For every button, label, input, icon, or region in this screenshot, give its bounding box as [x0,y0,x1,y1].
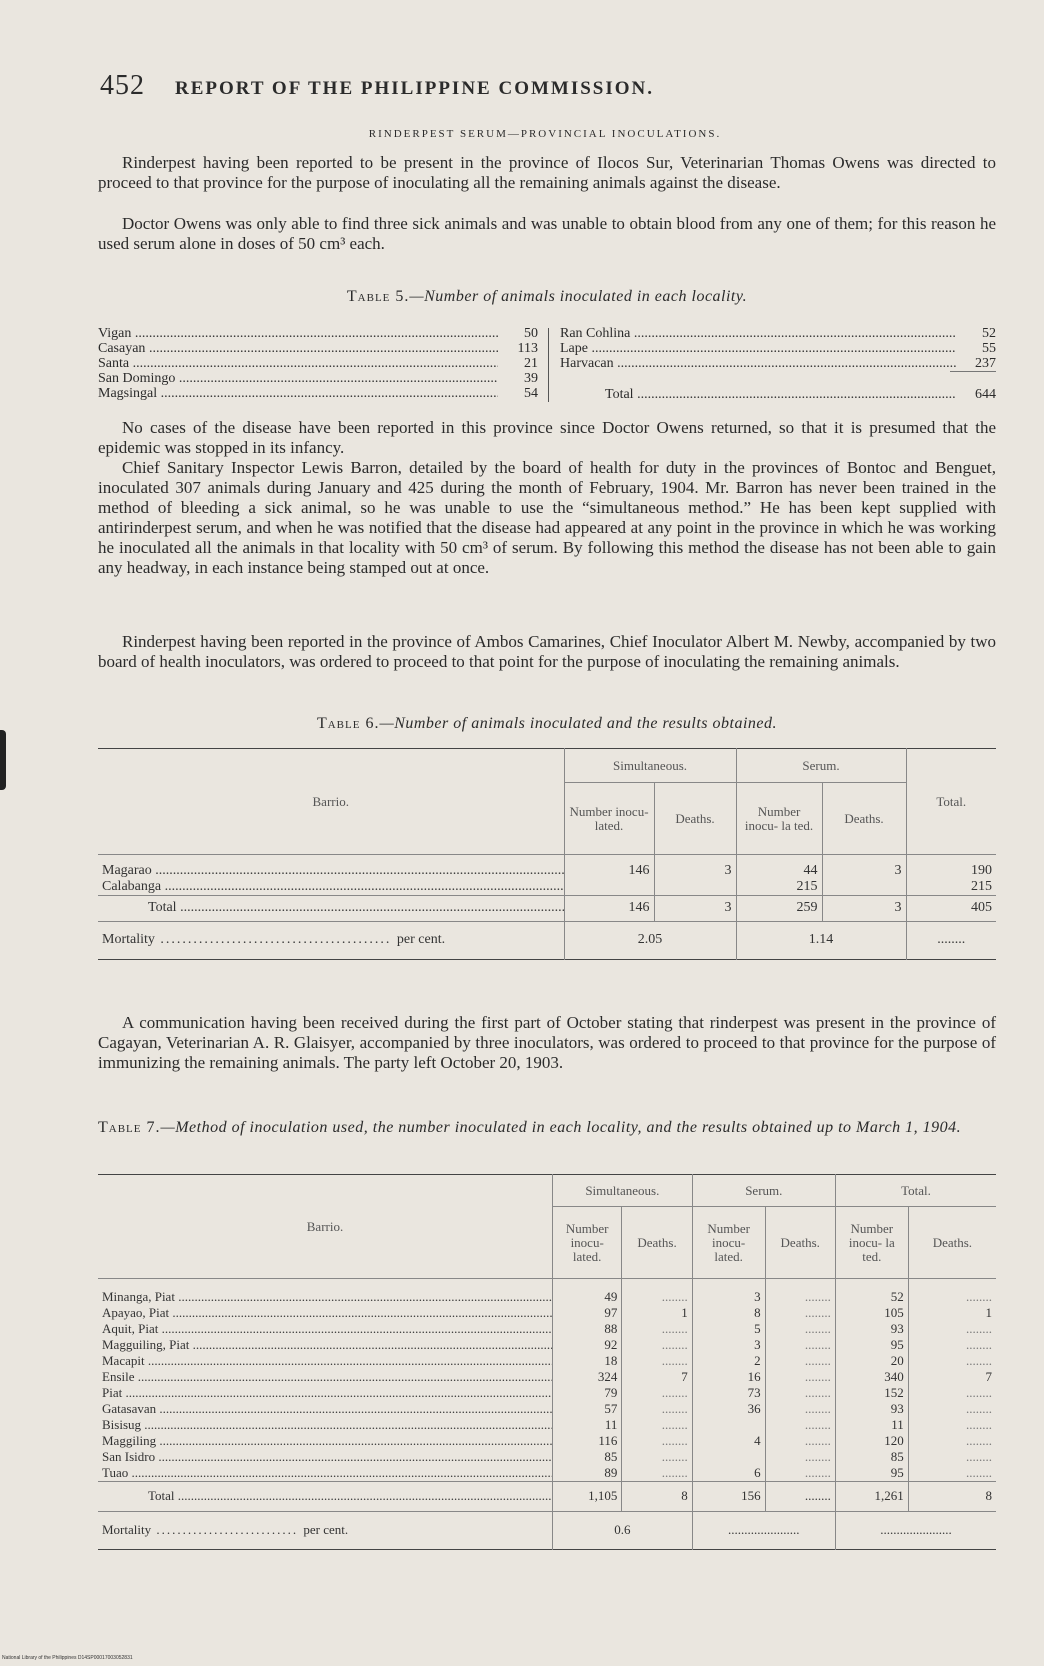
cell-empty: ........ [908,1433,996,1449]
table5-caption-text: —Number of animals inoculated in each locality. [409,288,748,305]
cell-empty: ........ [765,1353,835,1369]
cell: 11 [835,1417,908,1433]
table-row [98,1465,996,1482]
row-value: 52 [982,326,996,341]
col-header-barrio: Barrio. [306,1218,344,1234]
table-row [98,371,538,386]
col-header-number: Number inocu- lated. [553,1207,622,1279]
cell: 16 [692,1369,765,1385]
row-name: Piat ..... [102,1385,553,1400]
cell-empty: ........ [765,1369,835,1385]
mortality-label-cell: Mortality .......................................... per cent. [102,932,446,947]
row-name: Magarao ..... [102,863,564,878]
cell: 7 [622,1369,692,1385]
cell-empty: ........ [906,921,996,959]
running-title: REPORT OF THE PHILIPPINE COMMISSION. [175,78,655,99]
mortality-unit: per cent. [303,1522,349,1537]
cell: 85 [553,1449,622,1465]
table-row [98,1417,996,1433]
cell-empty: ........ [622,1433,692,1449]
col-header-number: Number inocu- lated. [692,1207,765,1279]
total-label: Total ..... [560,387,956,402]
row-value: 55 [982,341,996,356]
table7-mortality-row [98,1511,996,1549]
table7-total-row [98,1481,996,1511]
paragraph-6: A communication having been received during the first part of October stating that rinderpest was present in the province of Cagayan, Veterinarian A. R. Glaisyer, accompanied by three inoculators, was ordered to proceed to that province for the purpose of immunizing the remaining animals. The party left October 20, 1903. [98,1013,996,1072]
cell: 405 [906,895,996,921]
row-name: Vigan ..... [98,326,498,341]
paragraph-1: Rinderpest having been reported to be present in the province of Ilocos Sur, Veterinarian Thomas Owens was directed to proceed to that province for the purpose of inoculating all the remaining animals against the disease. [98,153,996,192]
cell-empty: ........ [908,1321,996,1337]
cell [692,1417,765,1433]
cell-empty: ........ [908,1449,996,1465]
table-row [560,356,996,371]
cell-empty: ........ [765,1305,835,1321]
scan-footer: National Library of the Philippines D14SP00017003052831 [2,1655,133,1661]
cell: 8 [908,1481,996,1511]
cell [692,1449,765,1465]
mortality-unit: per cent. [396,932,446,947]
paragraph-5: Rinderpest having been reported in the province of Ambos Camarines, Chief Inoculator Albert M. Newby, accompanied by two board of health inoculators, was ordered to proceed to that point for the purpose of inoculating the remaining animals. [98,632,996,671]
row-name: Calabanga ..... [102,879,564,894]
table-row [98,326,538,341]
cell-empty: ........ [765,1465,835,1482]
cell: 52 [835,1279,908,1305]
row-name: Bisisug ..... [102,1417,553,1432]
cell: 156 [692,1481,765,1511]
cell: 93 [835,1401,908,1417]
table6-total-row [98,895,996,921]
cell: 340 [835,1369,908,1385]
table-row [98,1369,996,1385]
row-name: Lape ..... [560,341,956,356]
table5-sum-rule [950,371,996,387]
row-name: Aquit, Piat ..... [102,1321,553,1336]
table-row [98,1279,996,1305]
mortality-label: Mortality [102,1522,152,1537]
col-header-deaths: Deaths. [822,783,906,855]
row-value: 54 [524,386,538,401]
cell: 4 [692,1433,765,1449]
cell-empty: ........ [908,1279,996,1305]
col-header-total: Total. [835,1175,996,1207]
col-header-barrio: Barrio. [312,793,349,809]
binding-mark [0,730,6,790]
row-name: Magguiling, Piat ..... [102,1337,553,1352]
cell: 1 [622,1305,692,1321]
cell-empty: ...................... [692,1511,835,1549]
cell: 190 [906,855,996,879]
cell-empty: ........ [908,1401,996,1417]
cell: 49 [553,1279,622,1305]
table-row [98,1385,996,1401]
row-value: 237 [975,356,996,371]
total-label: Total ..... [148,900,564,915]
row-name: Santa ..... [98,356,498,371]
col-header-deaths: Deaths. [654,783,736,855]
col-header-serum: Serum. [692,1175,835,1207]
cell: 89 [553,1465,622,1482]
table5-label: Table 5. [346,288,410,305]
cell-empty: ........ [908,1465,996,1482]
cell: 116 [553,1433,622,1449]
table-row [98,879,996,896]
cell: 8 [622,1481,692,1511]
row-name: Macapit ..... [102,1353,553,1368]
table6-header-row-1 [98,749,996,783]
mortality-label: Mortality [102,932,155,947]
cell: 3 [692,1337,765,1353]
section-heading: RINDERPEST SERUM—PROVINCIAL INOCULATIONS. [368,128,722,140]
col-header-total: Total. [906,749,996,855]
row-value: 21 [524,356,538,371]
cell-empty: ........ [765,1279,835,1305]
cell-empty: ........ [765,1385,835,1401]
table-row [98,1321,996,1337]
table-row [98,356,538,371]
table-row [560,326,996,341]
page-header [100,70,960,102]
table5-left-column [98,326,538,401]
cell-empty: ........ [622,1353,692,1369]
cell: 79 [553,1385,622,1401]
paragraph-3: No cases of the disease have been reported in this province since Doctor Owens returned, so that it is presumed that the epidemic was stopped in its infancy. [98,418,996,457]
table-row [98,386,538,401]
table6-mortality-row [98,921,996,959]
row-name: Maggiling ..... [102,1433,553,1448]
col-header-simultaneous: Simultaneous. [564,749,736,783]
cell: 2 [692,1353,765,1369]
cell [564,879,654,896]
cell: 3 [822,895,906,921]
col-header-deaths: Deaths. [765,1207,835,1279]
table-row [98,1353,996,1369]
cell: 5 [692,1321,765,1337]
table5-caption [98,288,996,306]
cell: 259 [736,895,822,921]
table-row [98,1337,996,1353]
cell: 88 [553,1321,622,1337]
table-row [98,855,996,879]
table7 [98,1174,996,1550]
table-row [98,1449,996,1465]
col-header-serum: Serum. [736,749,906,783]
cell: 105 [835,1305,908,1321]
paragraph-2: Doctor Owens was only able to find three sick animals and was unable to obtain blood from any one of them; for this reason he used serum alone in doses of 50 cm³ each. [98,214,996,253]
row-name: Casayan ..... [98,341,498,356]
cell: 93 [835,1321,908,1337]
cell: 11 [553,1417,622,1433]
table6-label: Table 6. [316,715,380,732]
cell: 146 [564,895,654,921]
cell: 120 [835,1433,908,1449]
col-header-number: Number inocu- la ted. [736,783,822,855]
cell-empty: ........ [622,1417,692,1433]
table-row [98,1305,996,1321]
cell: 95 [835,1337,908,1353]
cell-empty: ........ [908,1417,996,1433]
col-header-simultaneous: Simultaneous. [553,1175,693,1207]
cell: 1.14 [736,921,906,959]
cell: 6 [692,1465,765,1482]
cell: 2.05 [564,921,736,959]
cell: 3 [654,855,736,879]
cell-empty: ........ [765,1433,835,1449]
page-number: 452 [100,70,145,101]
cell-empty: ........ [908,1353,996,1369]
table5-divider [548,328,549,402]
table-row [98,1401,996,1417]
row-name: San Isidro ..... [102,1449,553,1464]
cell [654,879,736,896]
cell: 3 [692,1279,765,1305]
cell-empty: ........ [765,1481,835,1511]
row-name: Ensile ..... [102,1369,553,1384]
mortality-label-cell: Mortality ........................... per cent. [102,1522,349,1537]
cell [822,879,906,896]
cell-empty: ........ [622,1465,692,1482]
cell-empty: ........ [765,1337,835,1353]
row-name: Apayao, Piat ..... [102,1305,553,1320]
col-header-number: Number inocu- la ted. [835,1207,908,1279]
row-name: Harvacan ..... [560,356,956,371]
cell-empty: ........ [765,1401,835,1417]
cell: 1 [908,1305,996,1321]
cell-empty: ........ [908,1337,996,1353]
cell: 1,261 [835,1481,908,1511]
table6-caption-text: —Number of animals inoculated and the results obtained. [379,715,778,732]
row-name: San Domingo ..... [98,371,498,386]
table7-body [98,1279,996,1482]
cell-empty: ...................... [835,1511,996,1549]
row-value: 113 [517,341,538,356]
col-header-number: Number inocu- lated. [564,783,654,855]
col-header-deaths: Deaths. [908,1207,996,1279]
table5-right-column [560,326,996,402]
cell: 215 [736,879,822,896]
row-value: 50 [524,326,538,341]
cell-empty: ........ [765,1321,835,1337]
cell: 8 [692,1305,765,1321]
cell: 44 [736,855,822,879]
table6-caption [98,715,996,733]
total-label: Total ..... [148,1488,553,1503]
cell: 57 [553,1401,622,1417]
cell: 20 [835,1353,908,1369]
row-name: Minanga, Piat ..... [102,1289,553,1304]
paragraph-4: Chief Sanitary Inspector Lewis Barron, detailed by the board of health for duty in the provinces of Bontoc and Benguet, inoculated 307 animals during January and 425 during the month of February, 1904. Mr. Barron has never been trained in the method of bleeding a sick animal, so he was unable to use the “simultaneous method.” He has been kept supplied with antirinderpest serum, and when he was notified that the disease had appeared at any point in the province in which he was working he inoculated all the animals in that locality with 50 cm³ of serum. By following this method the disease has not been able to gain any headway, in each instance being stamped out at once. [98,458,996,577]
row-name: Tuao ..... [102,1465,553,1480]
cell-empty: ........ [908,1385,996,1401]
row-name: Gatasavan ..... [102,1401,553,1416]
table6 [98,748,996,960]
cell: 3 [654,895,736,921]
cell-empty: ........ [765,1449,835,1465]
cell-empty: ........ [622,1385,692,1401]
table5-total-row [560,387,996,402]
cell-empty: ........ [622,1401,692,1417]
cell: 85 [835,1449,908,1465]
table-row [98,341,538,356]
cell: 152 [835,1385,908,1401]
cell-empty: ........ [622,1279,692,1305]
table7-caption [98,1118,996,1138]
cell: 324 [553,1369,622,1385]
cell: 97 [553,1305,622,1321]
total-value: 644 [975,387,996,402]
cell: 95 [835,1465,908,1482]
cell: 73 [692,1385,765,1401]
cell: 18 [553,1353,622,1369]
table7-header-row-1 [98,1175,996,1207]
table7-label: Table 7. [98,1119,161,1136]
cell-empty: ........ [622,1321,692,1337]
table7-caption-text: —Method of inoculation used, the number inoculated in each locality, and the results obtained up to March 1, 1904. [160,1119,962,1136]
cell: 146 [564,855,654,879]
row-value: 39 [524,371,538,386]
row-name: Magsingal ..... [98,386,498,401]
cell: 1,105 [553,1481,622,1511]
table-row [98,1433,996,1449]
col-header-deaths: Deaths. [622,1207,692,1279]
cell: 7 [908,1369,996,1385]
cell: 92 [553,1337,622,1353]
cell: 0.6 [553,1511,693,1549]
row-name: Ran Cohlina ..... [560,326,956,341]
cell-empty: ........ [765,1417,835,1433]
cell-empty: ........ [622,1337,692,1353]
table-row [560,341,996,356]
cell: 3 [822,855,906,879]
cell: 36 [692,1401,765,1417]
cell-empty: ........ [622,1449,692,1465]
cell: 215 [906,879,996,896]
